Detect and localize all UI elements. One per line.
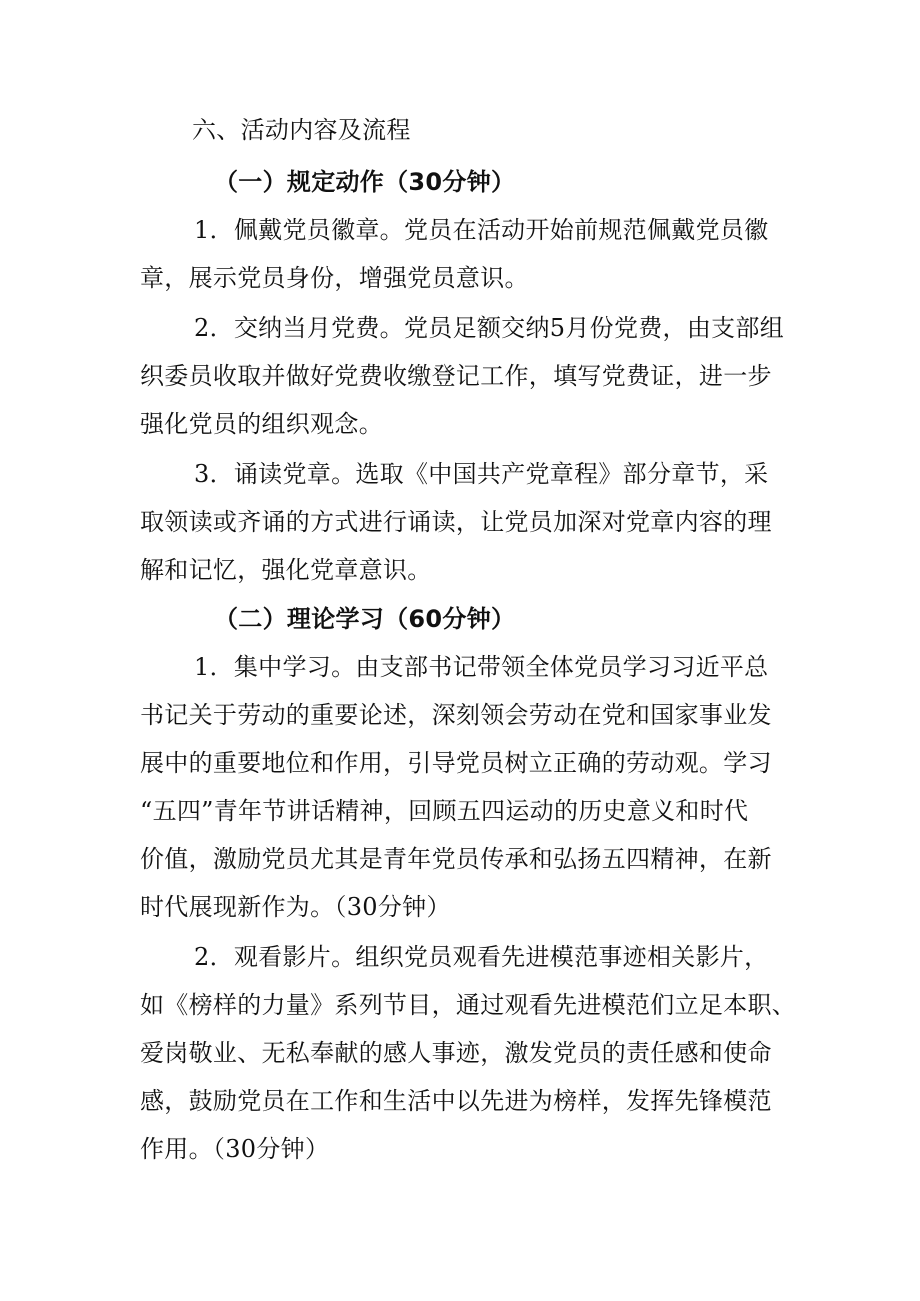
part1-item3-line2: 取领读或齐诵的方式进行诵读，让党员加深对党章内容的理 xyxy=(140,508,772,536)
part2-item1-line6: 时代展现新作为。（30分钟） xyxy=(140,893,451,921)
part2-item2-line3: 爱岗敬业、无私奉献的感人事迹，激发党员的责任感和使命 xyxy=(140,1039,772,1067)
part2-item1-line3: 展中的重要地位和作用，引导党员树立正确的劳动观。学习 xyxy=(140,749,772,777)
part2-item1-line5: 价值，激励党员尤其是青年党员传承和弘扬五四精神，在新 xyxy=(140,845,772,873)
part2-item2-line2: 如《榜样的力量》系列节目，通过观看先进模范们立足本职、 xyxy=(140,991,797,1019)
part1-item3-line3: 解和记忆，强化党章意识。 xyxy=(140,556,432,584)
part2-item1-line2: 书记关于劳动的重要论述，深刻领会劳动在党和国家事业发 xyxy=(140,701,772,729)
part2-item2-line4: 感，鼓励党员在工作和生活中以先进为榜样，发挥先锋模范 xyxy=(140,1087,772,1115)
part2-item1-line4: “五四”青年节讲话精神，回顾五四运动的历史意义和时代 xyxy=(140,797,749,825)
part2-item2-line5: 作用。（30分钟） xyxy=(140,1135,330,1163)
part1-item2-line3: 强化党员的组织观念。 xyxy=(140,410,383,438)
part1-item2-line1: 2．交纳当月党费。党员足额交纳5月份党费，由支部组 xyxy=(194,314,785,342)
part1-item2-line2: 织委员收取并做好党费收缴登记工作，填写党费证，进一步 xyxy=(140,362,772,390)
part1-heading: （一）规定动作（30分钟） xyxy=(214,168,516,196)
part2-item2-line1: 2．观看影片。组织党员观看先进模范事迹相关影片， xyxy=(194,943,769,971)
part2-heading: （二）理论学习（60分钟） xyxy=(214,605,516,633)
part1-item3-line1: 3．诵读党章。选取《中国共产党章程》部分章节，采 xyxy=(194,460,769,488)
section-title: 六、活动内容及流程 xyxy=(192,116,411,144)
part2-item1-line1: 1．集中学习。由支部书记带领全体党员学习习近平总 xyxy=(194,653,769,681)
part1-item1-line1: 1．佩戴党员徽章。党员在活动开始前规范佩戴党员徽 xyxy=(194,216,769,244)
part1-item1-line2: 章，展示党员身份，增强党员意识。 xyxy=(140,264,529,292)
